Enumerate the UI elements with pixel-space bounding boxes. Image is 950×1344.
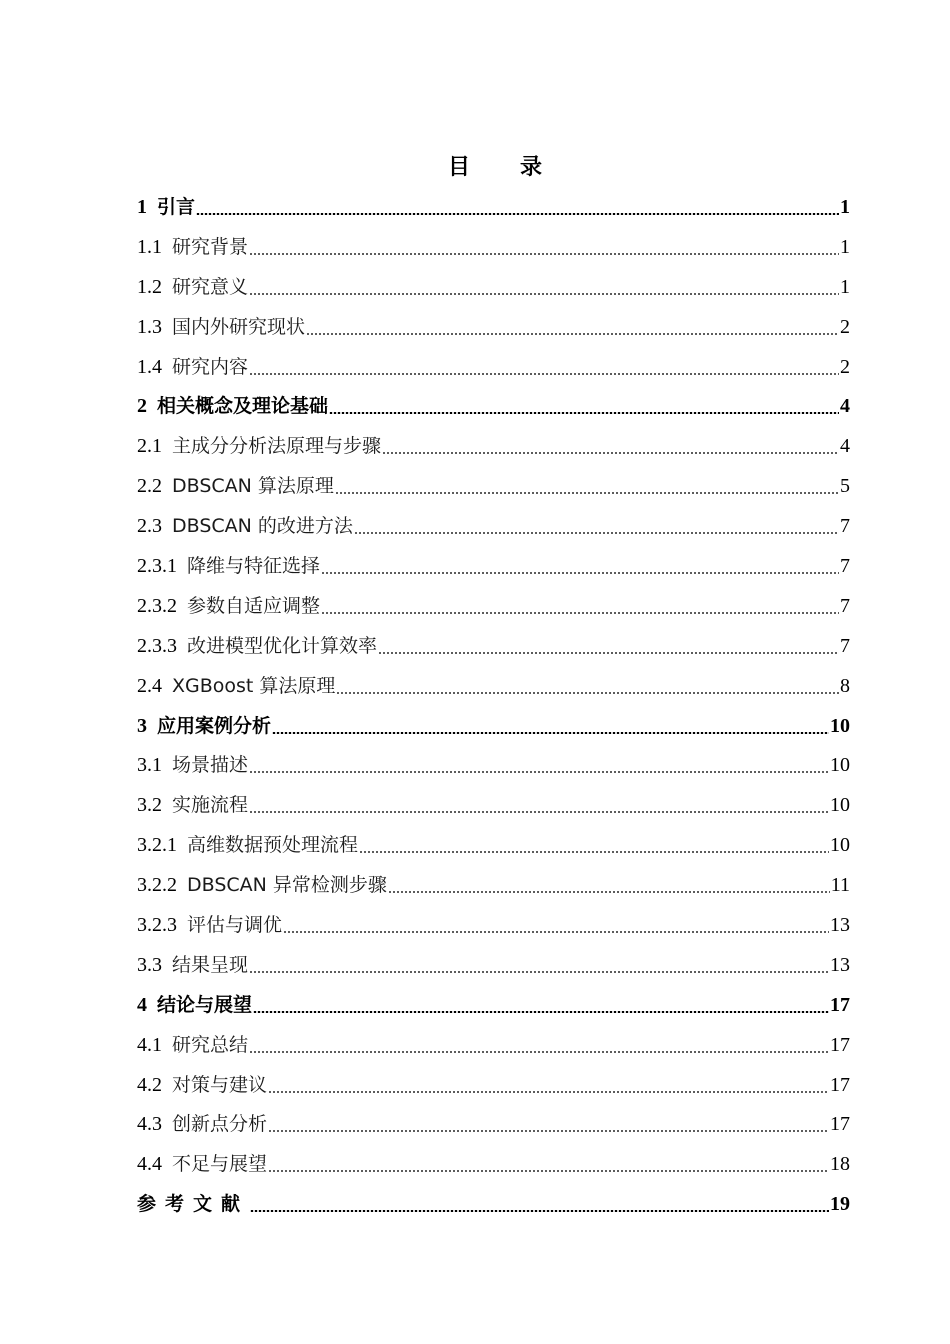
dot-leader: [272, 717, 829, 737]
title-char-right: 录: [520, 155, 543, 180]
toc-entry-label: 相关概念及理论基础: [157, 395, 329, 418]
dot-leader: [388, 876, 830, 896]
toc-entry-number: 3.2: [137, 794, 162, 817]
toc-entry-label: 研究内容: [172, 355, 249, 378]
page-title: [0, 150, 950, 181]
toc-entry-label: 不足与展望: [172, 1153, 268, 1176]
toc-entry[interactable]: [137, 268, 850, 308]
toc-entry-number: 2.2: [137, 475, 162, 498]
dot-leader: [249, 278, 839, 298]
toc-entry[interactable]: [137, 1105, 850, 1145]
dot-leader: [283, 916, 829, 936]
toc-entry-page-number: 7: [840, 515, 850, 538]
toc-entry-page-number: 5: [840, 475, 850, 498]
toc-entry[interactable]: [137, 1026, 850, 1066]
toc-entry-number: 4.2: [137, 1073, 162, 1096]
toc-entry-number: 1: [137, 196, 147, 218]
dot-leader: [268, 1155, 829, 1175]
toc-entry-number: 2: [137, 395, 147, 418]
toc-entry-page-number: 1: [840, 235, 850, 258]
toc-entry-number: 1.3: [137, 315, 162, 338]
toc-entry-number: 2.1: [137, 435, 162, 458]
toc-entry-number: 2.3.1: [137, 555, 177, 578]
toc-entry-number: 3.1: [137, 754, 162, 777]
toc-entry-number: 2.3.2: [137, 594, 177, 617]
dot-leader: [249, 238, 839, 258]
toc-entry-page-number: 4: [840, 395, 850, 418]
toc-entry[interactable]: [137, 467, 850, 507]
toc-entry-label: 应用案例分析: [157, 714, 272, 737]
toc-entry[interactable]: [137, 786, 850, 826]
dot-leader: [382, 437, 839, 457]
toc-entry-number: 3.2.2: [137, 874, 177, 897]
toc-entry-number: 2.3: [137, 515, 162, 538]
dot-leader: [268, 1115, 829, 1135]
toc-entry-number: 1.4: [137, 355, 162, 378]
dot-leader: [268, 1076, 829, 1096]
toc-entry-page-number: 1: [840, 196, 850, 218]
toc-entry-label: 结论与展望: [157, 993, 253, 1016]
toc-entry-label: 主成分分析法原理与步骤: [172, 435, 382, 458]
table-of-contents: [137, 188, 850, 1225]
toc-entry-label: XGBoost 算法原理: [172, 674, 336, 697]
dot-leader: [329, 397, 839, 417]
toc-entry-number: 3: [137, 714, 147, 737]
toc-entry-label: 参数自适应调整: [187, 594, 321, 617]
dot-leader: [249, 956, 829, 976]
toc-entry-number: 4.3: [137, 1113, 162, 1136]
toc-entry-page-number: 11: [830, 874, 850, 897]
toc-entry[interactable]: [137, 188, 850, 228]
toc-entry-page-number: 7: [840, 594, 850, 617]
toc-entry-page-number: 7: [840, 555, 850, 578]
toc-entry-page-number: 13: [830, 953, 850, 976]
toc-entry-number: 4: [137, 993, 147, 1016]
toc-entry-page-number: 18: [830, 1153, 850, 1176]
toc-entry-number: 3.2.1: [137, 834, 177, 857]
toc-entry-number: 1.2: [137, 275, 162, 298]
toc-entry-label: 评估与调优: [187, 914, 283, 937]
title-char-left: 目: [447, 155, 470, 180]
toc-entry-label: 改进模型优化计算效率: [187, 634, 378, 657]
toc-entry-page-number: 17: [830, 993, 850, 1016]
toc-entry-label: 研究背景: [172, 235, 249, 258]
toc-entry-page-number: 10: [830, 794, 850, 817]
toc-entry-page-number: 1: [840, 275, 850, 298]
toc-entry-number: 3.2.3: [137, 914, 177, 937]
toc-entry-label: 国内外研究现状: [172, 315, 306, 338]
toc-entry[interactable]: [137, 587, 850, 627]
dot-leader: [249, 1036, 829, 1056]
toc-entry[interactable]: [137, 1066, 850, 1106]
toc-entry[interactable]: [137, 308, 850, 348]
toc-entry[interactable]: [137, 627, 850, 667]
toc-entry-label: 高维数据预处理流程: [187, 834, 359, 857]
toc-entry-label: 对策与建议: [172, 1073, 268, 1096]
toc-entry-number: 4.1: [137, 1033, 162, 1056]
toc-entry-number: 3.3: [137, 953, 162, 976]
toc-entry[interactable]: [137, 826, 850, 866]
toc-entry[interactable]: [137, 906, 850, 946]
dot-leader: [336, 677, 839, 697]
dot-leader: [250, 1195, 829, 1215]
toc-entry-page-number: 19: [830, 1193, 850, 1216]
toc-entry-label: DBSCAN 算法原理: [172, 475, 334, 498]
dot-leader: [249, 358, 839, 378]
toc-entry-label: 研究总结: [172, 1033, 249, 1056]
toc-entry-page-number: 17: [830, 1033, 850, 1056]
toc-entry-label: DBSCAN 异常检测步骤: [187, 874, 387, 897]
toc-entry[interactable]: [137, 707, 850, 747]
toc-entry-label: 引言: [157, 196, 196, 218]
toc-entry-page-number: 17: [830, 1113, 850, 1136]
toc-entry-label: 研究意义: [172, 275, 249, 298]
dot-leader: [306, 318, 839, 338]
toc-entry-page-number: 17: [830, 1073, 850, 1096]
toc-entry-page-number: 2: [840, 355, 850, 378]
toc-entry-number: 4.4: [137, 1153, 162, 1176]
toc-entry-page-number: 10: [830, 754, 850, 777]
dot-leader: [249, 796, 829, 816]
dot-leader: [249, 756, 829, 776]
toc-entry-label: 实施流程: [172, 794, 249, 817]
toc-entry[interactable]: [137, 946, 850, 986]
toc-entry[interactable]: [137, 387, 850, 427]
toc-entry-page-number: 10: [830, 714, 850, 737]
toc-entry[interactable]: [137, 228, 850, 268]
toc-entry-label: 创新点分析: [172, 1113, 268, 1136]
toc-entry-label: 参考文献: [137, 1193, 250, 1216]
toc-entry[interactable]: [137, 1185, 850, 1225]
toc-entry-page-number: 8: [840, 674, 850, 697]
toc-entry[interactable]: [137, 427, 850, 467]
dot-leader: [321, 557, 839, 577]
toc-entry[interactable]: [137, 547, 850, 587]
toc-entry-number: 1.1: [137, 235, 162, 258]
toc-entry-label: DBSCAN 的改进方法: [172, 515, 353, 538]
toc-entry-number: 2.4: [137, 674, 162, 697]
dot-leader: [253, 996, 829, 1016]
toc-entry-page-number: 13: [830, 914, 850, 937]
toc-entry-label: 降维与特征选择: [187, 555, 321, 578]
dot-leader: [321, 597, 839, 617]
toc-entry[interactable]: [137, 866, 850, 906]
toc-entry-page-number: 2: [840, 315, 850, 338]
toc-entry-label: 场景描述: [172, 754, 249, 777]
toc-entry[interactable]: [137, 986, 850, 1026]
dot-leader: [335, 477, 839, 497]
dot-leader: [378, 637, 839, 657]
toc-entry-number: 2.3.3: [137, 634, 177, 657]
dot-leader: [359, 836, 829, 856]
toc-entry-page-number: 10: [830, 834, 850, 857]
toc-entry[interactable]: [137, 348, 850, 388]
toc-entry[interactable]: [137, 507, 850, 547]
toc-entry[interactable]: [137, 1145, 850, 1185]
dot-leader: [196, 198, 839, 218]
toc-entry-label: 结果呈现: [172, 953, 249, 976]
toc-entry-page-number: 4: [840, 435, 850, 458]
toc-entry[interactable]: [137, 667, 850, 707]
dot-leader: [354, 517, 839, 537]
toc-entry[interactable]: [137, 746, 850, 786]
toc-entry-page-number: 7: [840, 634, 850, 657]
